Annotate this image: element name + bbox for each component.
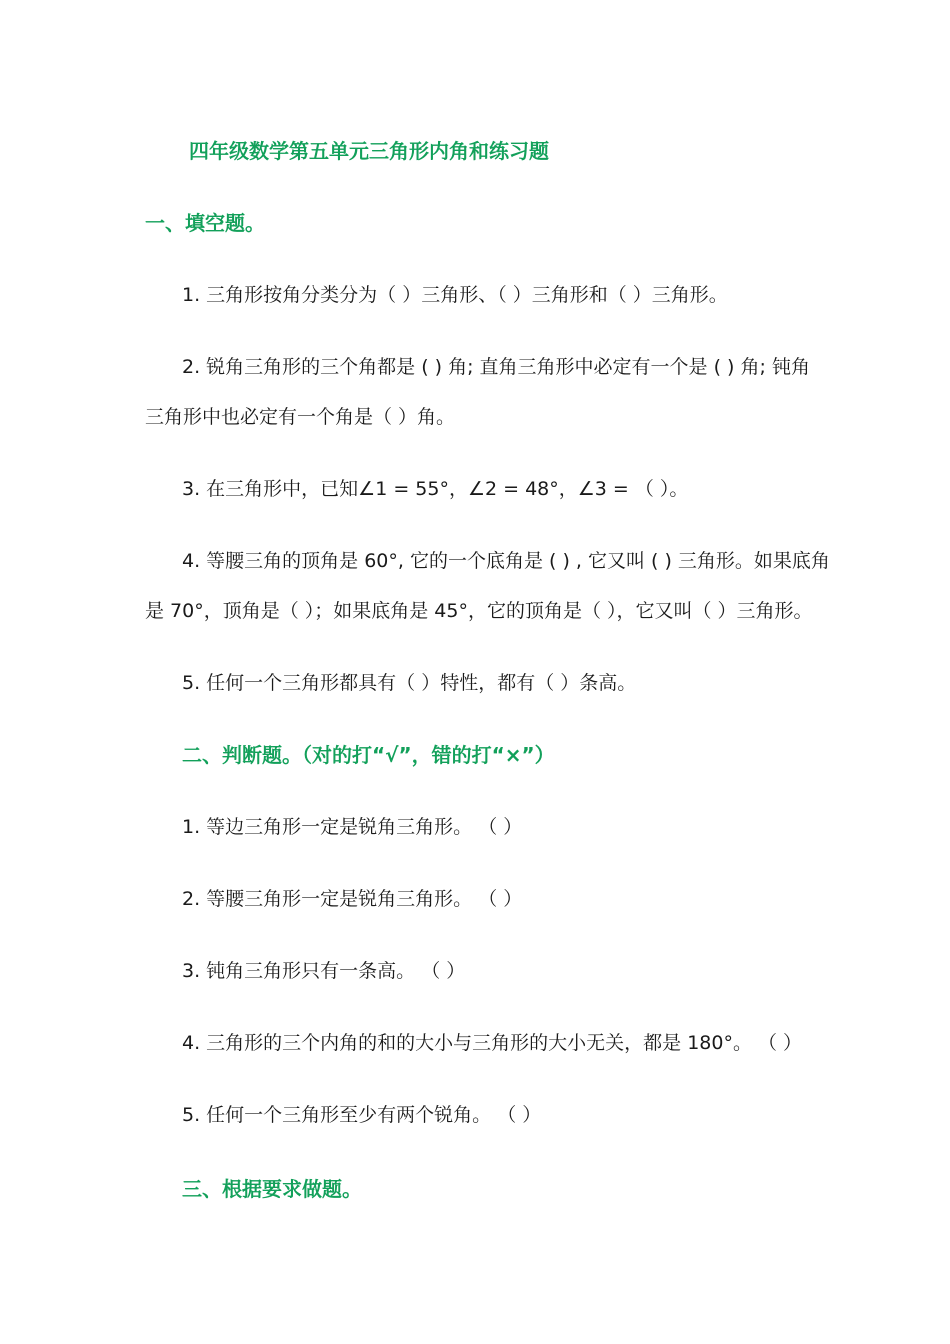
question-fill-4-line2: 是 70°，顶角是（ ）；如果底角是 45°，它的顶角是（ ），它又叫（ ）三角形。 — [145, 600, 813, 622]
question-fill-3: 3. 在三角形中，已知∠1 = 55°，∠2 = 48°，∠3 = （ ）。 — [182, 478, 689, 500]
question-fill-2-line2: 三角形中也必定有一个角是（ ）角。 — [145, 406, 456, 428]
question-fill-1: 1. 三角形按角分类分为（ ）三角形、（ ）三角形和（ ）三角形。 — [182, 284, 728, 306]
question-judge-5: 5. 任何一个三角形至少有两个锐角。 （ ） — [182, 1104, 542, 1126]
question-fill-2-line1: 2. 锐角三角形的三个角都是 ( ) 角; 直角三角形中必定有一个是 ( ) 角; 钝角 — [182, 356, 810, 378]
section-heading-true-false: 二、判断题。（对的打“√”，错的打“×”） — [182, 743, 555, 767]
question-fill-4-line1: 4. 等腰三角的顶角是 60°, 它的一个底角是 ( ) , 它又叫 ( ) 三角形。如果底角 — [182, 550, 830, 572]
question-fill-5: 5. 任何一个三角形都具有（ ）特性，都有（ ）条高。 — [182, 672, 637, 694]
page-title: 四年级数学第五单元三角形内角和练习题 — [189, 139, 549, 163]
section-heading-tasks: 三、根据要求做题。 — [182, 1177, 362, 1201]
question-judge-4: 4. 三角形的三个内角的和的大小与三角形的大小无关，都是 180°。 （ ） — [182, 1032, 803, 1054]
question-judge-1: 1. 等边三角形一定是锐角三角形。 （ ） — [182, 816, 523, 838]
question-judge-3: 3. 钝角三角形只有一条高。 （ ） — [182, 960, 466, 982]
section-heading-fill-in: 一、填空题。 — [145, 211, 265, 235]
question-judge-2: 2. 等腰三角形一定是锐角三角形。 （ ） — [182, 888, 523, 910]
